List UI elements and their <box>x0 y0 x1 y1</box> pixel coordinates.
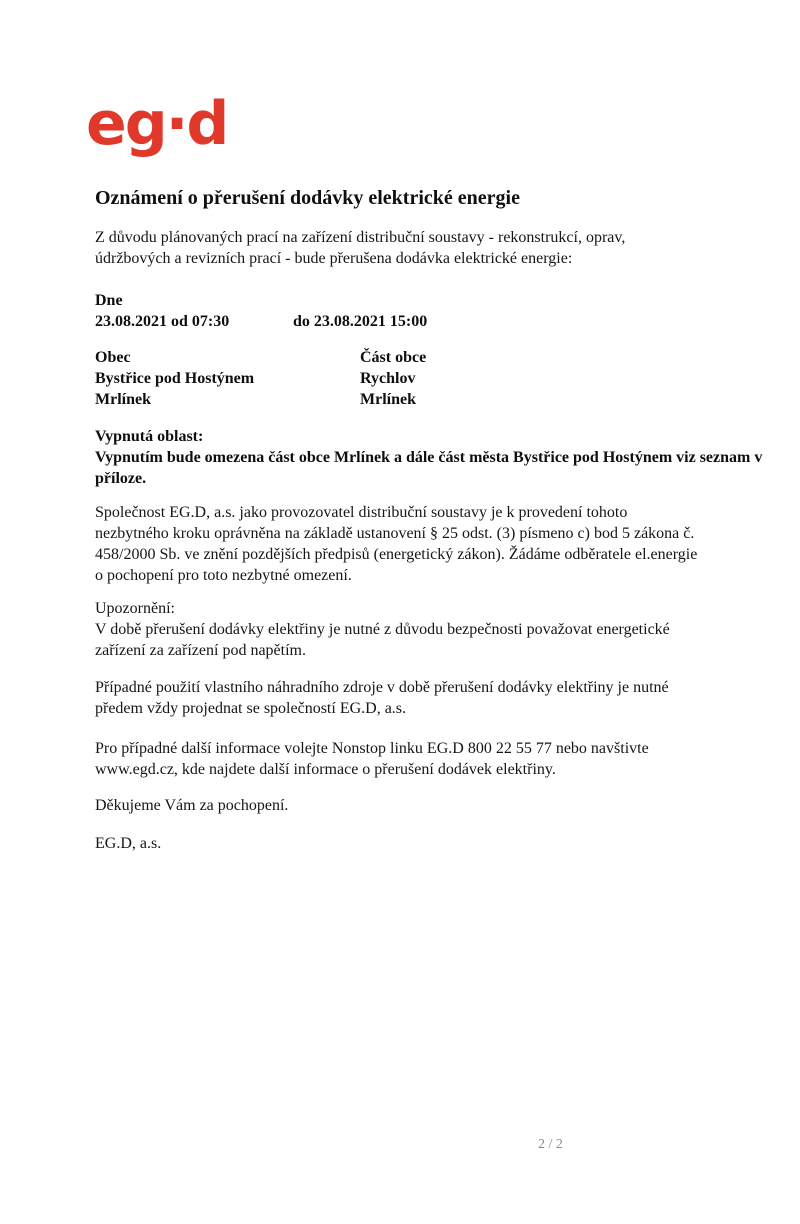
legal-line-3: 458/2000 Sb. ve znění pozdějších předpisů (energetický zákon). Žádáme odběratele el.energie <box>95 546 698 563</box>
locations-table <box>95 347 770 410</box>
document-content <box>0 186 800 854</box>
locations-cast-obce-cell: Mrlínek <box>360 391 416 408</box>
generator-note-paragraph <box>95 677 770 719</box>
signature-line: EG.D, a.s. <box>95 835 162 852</box>
intro-line-2: údržbových a revizních prací - bude přerušena dodávka elektrické energie: <box>95 250 573 267</box>
generator-note-line-2: předem vždy projednat se společností EG.D, a.s. <box>95 700 407 717</box>
document-page <box>0 89 800 1152</box>
contact-line-2: www.egd.cz, kde najdete další informace o přerušení dodávek elektřiny. <box>95 761 556 778</box>
outage-schedule <box>95 290 770 332</box>
table-row <box>95 368 770 389</box>
warning-line-1: V době přerušení dodávky elektřiny je nutné z důvodu bezpečnosti považovat energetické <box>95 621 670 638</box>
intro-line-1: Z důvodu plánovaných prací na zařízení distribuční soustavy - rekonstrukcí, oprav, <box>95 229 626 246</box>
generator-note-line-1: Případné použití vlastního náhradního zdroje v době přerušení dodávky elektřiny je nutné <box>95 679 669 696</box>
schedule-date-to: do 23.08.2021 15:00 <box>293 313 428 330</box>
locations-obec-cell: Bystřice pod Hostýnem <box>95 370 255 387</box>
table-row <box>95 389 770 410</box>
warning-section <box>95 598 770 661</box>
outage-area-heading: Vypnutá oblast: <box>95 428 204 445</box>
outage-area-section <box>95 426 770 489</box>
outage-area-line-1: Vypnutím bude omezena část obce Mrlínek a dále část města Bystřice pod Hostýnem viz seznam v <box>95 449 763 466</box>
egd-logo-text: eg·d <box>86 89 228 159</box>
schedule-dates <box>95 311 770 332</box>
thanks-line: Děkujeme Vám za pochopení. <box>95 797 289 814</box>
locations-header-row <box>95 347 770 368</box>
locations-col2-header: Část obce <box>360 349 427 366</box>
legal-line-2: nezbytného kroku oprávněna na základě ustanovení § 25 odst. (3) písmeno c) bod 5 zákona č. <box>95 525 695 542</box>
legal-line-4: o pochopení pro toto nezbytné omezení. <box>95 567 352 584</box>
warning-heading: Upozornění: <box>95 600 175 617</box>
schedule-date-from: 23.08.2021 od 07:30 <box>95 313 230 330</box>
legal-line-1: Společnost EG.D, a.s. jako provozovatel distribuční soustavy je k provedení tohoto <box>95 504 628 521</box>
locations-cast-obce-cell: Rychlov <box>360 370 416 387</box>
locations-obec-cell: Mrlínek <box>95 391 151 408</box>
schedule-label: Dne <box>95 292 123 309</box>
page-title: Oznámení o přerušení dodávky elektrické energie <box>95 187 520 209</box>
contact-paragraph <box>95 738 770 780</box>
warning-line-2: zařízení za zařízení pod napětím. <box>95 642 306 659</box>
page-number: 2 / 2 <box>538 1137 563 1152</box>
egd-logo <box>86 89 800 159</box>
intro-paragraph <box>95 227 770 269</box>
contact-line-1: Pro případné další informace volejte Nonstop linku EG.D 800 22 55 77 nebo navštivte <box>95 740 649 757</box>
locations-col1-header: Obec <box>95 349 131 366</box>
outage-area-line-2: příloze. <box>95 470 147 487</box>
legal-paragraph <box>95 502 770 586</box>
